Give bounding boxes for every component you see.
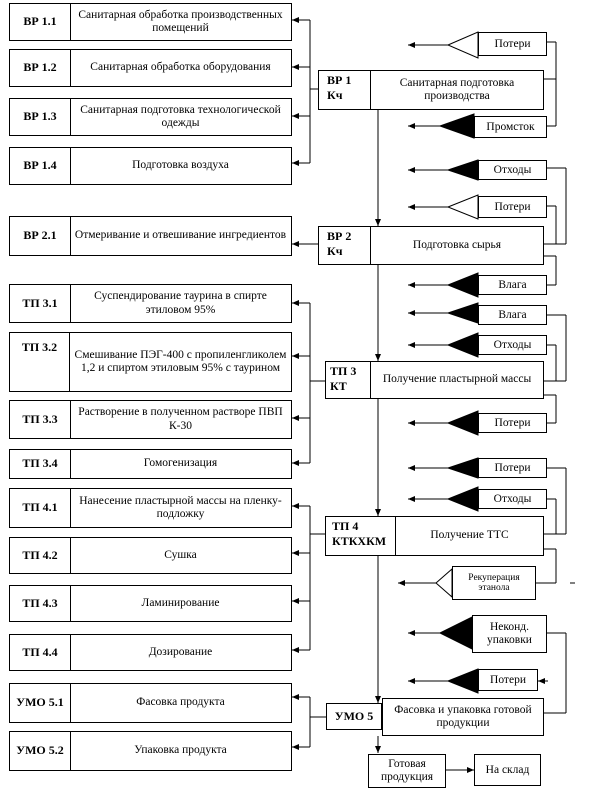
step-code: УМО 5.2 (10, 732, 71, 770)
triangle-open (436, 569, 452, 597)
triangle-filled (448, 458, 478, 478)
output-poteri: Потери (478, 196, 547, 218)
step-code: ТП 3.1 (10, 285, 71, 322)
stage-code-label: ТП 3 (330, 364, 357, 378)
step-code: ТП 4.1 (10, 489, 71, 527)
triangle-filled (440, 617, 472, 649)
output-poteri: Потери (478, 413, 547, 433)
stage-code-label: УМО 5 (334, 708, 374, 723)
step-text: Дозирование (148, 645, 213, 658)
stage-coef: Кч (327, 244, 343, 258)
step-vr-1-1 (9, 3, 292, 41)
stage-coef: Кч (327, 88, 343, 102)
stage-code-label: ВР 1 (327, 73, 352, 87)
step-code: ТП 4.3 (10, 586, 71, 621)
step-umo-5-2 (9, 731, 292, 771)
step-text: Сушка (164, 548, 197, 561)
triangle-filled (448, 273, 478, 297)
step-code: ТП 3.4 (10, 450, 71, 478)
step-text: Гомогенизация (143, 457, 218, 470)
output-vlaga: Влага (478, 275, 547, 295)
step-code: ТП 3.2 (10, 333, 70, 391)
step-text: Ламинирование (141, 596, 220, 609)
stage-text: Получение ТТС (430, 529, 509, 542)
triangle-open (448, 195, 478, 219)
stage-code-label: ВР 2 (327, 229, 352, 243)
stage-code (326, 362, 371, 398)
triangle-filled (448, 669, 478, 693)
stage-text: Подготовка сырья (412, 238, 502, 251)
step-vr-2-1 (9, 216, 292, 256)
stage-coef: КТ (330, 379, 347, 393)
step-tp-3-1 (9, 284, 292, 323)
step-code: ТП 3.3 (10, 401, 71, 438)
output-poteri: Потери (478, 32, 547, 56)
triangle-filled (448, 160, 478, 180)
output-poteri: Потери (478, 669, 538, 691)
step-vr-1-3 (9, 98, 292, 136)
triangle-filled (448, 333, 478, 357)
stage-code (319, 71, 371, 109)
step-tp-3-4 (9, 449, 292, 479)
step-text: Упаковка продукта (134, 744, 227, 757)
step-tp-4-4 (9, 634, 292, 671)
triangle-filled (448, 487, 478, 511)
step-code: ВР 1.2 (10, 50, 71, 86)
step-code: ВР 2.1 (10, 217, 71, 255)
step-text: Отмеривание и отвешивание ингредиентов (74, 229, 287, 242)
step-code: ТП 4.2 (10, 538, 71, 573)
output-vlaga: Влага (478, 305, 547, 325)
stage-coef: КТКХКМ (332, 534, 387, 548)
step-text: Смешивание ПЭГ-400 с пропиленгликолем 1,2 и спиртом этиловым 95% с таурином (74, 348, 287, 374)
output-promstok: Промсток (474, 116, 547, 138)
stage-text: Фасовка и упаковка готовой продукции (394, 703, 532, 729)
step-text: Санитарная обработка производственных помещений (78, 8, 283, 34)
output-othody: Отходы (478, 489, 547, 509)
step-umo-5-1 (9, 683, 292, 723)
step-text: Фасовка продукта (136, 696, 225, 709)
step-tp-3-3 (9, 400, 292, 439)
triangle-filled (448, 411, 478, 435)
step-tp-4-2 (9, 537, 292, 574)
stage-vr-2 (318, 226, 544, 265)
step-code: ВР 1.3 (10, 99, 71, 135)
step-tp-4-1 (9, 488, 292, 528)
step-vr-1-2 (9, 49, 292, 87)
step-text: Санитарная подготовка технологической одежды (80, 103, 281, 129)
step-code: ВР 1.4 (10, 148, 71, 184)
stage-umo-5-text (382, 698, 544, 736)
triangle-filled (448, 303, 478, 323)
step-code: УМО 5.1 (10, 684, 71, 722)
step-vr-1-4 (9, 147, 292, 185)
triangle-filled (440, 114, 474, 138)
stage-code (319, 227, 371, 264)
output-poteri: Потери (478, 458, 547, 478)
step-text: Санитарная обработка оборудования (90, 61, 271, 74)
step-text: Подготовка воздуха (132, 159, 229, 172)
stage-code-label: ТП 4 (332, 519, 359, 533)
output-nekond: Неконд. упаковки (472, 615, 547, 653)
stage-text: Санитарная подготовка производства (399, 76, 515, 102)
step-text: Растворение в полученном растворе ПВП К-30 (78, 406, 283, 432)
step-code: ТП 4.4 (10, 635, 71, 670)
step-text: Нанесение пластырной массы на пленку- подложку (79, 494, 282, 520)
output-othody: Отходы (478, 335, 547, 355)
step-tp-3-2 (9, 332, 292, 392)
stage-vr-1 (318, 70, 544, 110)
final-warehouse: На склад (474, 754, 541, 786)
step-text: Суспендирование таурина в спирте этиловом 95% (94, 290, 267, 316)
stage-tp-3 (325, 361, 544, 399)
stage-text: Получение пластырной массы (382, 373, 532, 386)
stage-umo-5 (326, 703, 382, 730)
stage-tp-4 (325, 516, 544, 556)
step-tp-4-3 (9, 585, 292, 622)
final-product: Готовая продукция (368, 754, 446, 788)
triangle-open (448, 32, 478, 58)
stage-code (326, 517, 396, 555)
output-recuperation: Рекуперация этанола (452, 566, 536, 600)
output-othody: Отходы (478, 160, 547, 180)
step-code: ВР 1.1 (10, 4, 71, 40)
